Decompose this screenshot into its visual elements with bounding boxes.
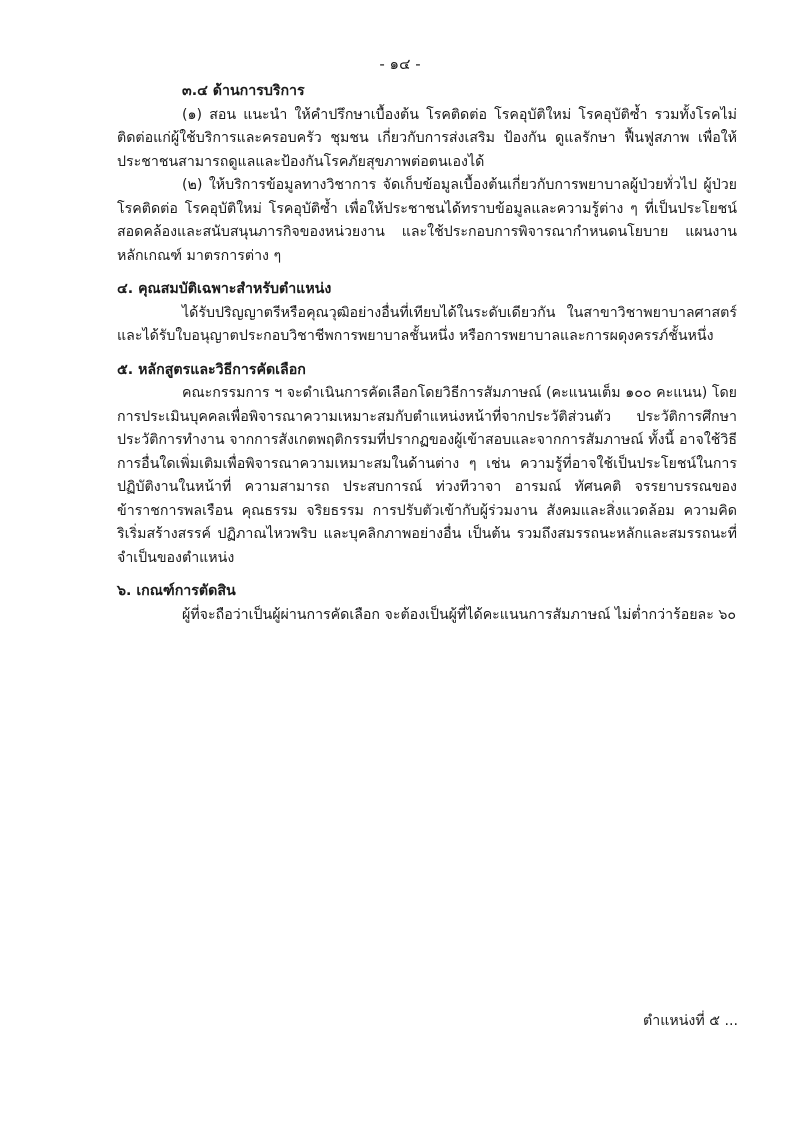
paragraph: ผู้ที่จะถือว่าเป็นผู้ผ่านการคัดเลือก จะต้องเป็นผู้ที่ได้คะแนนการสัมภาษณ์ ไม่ต่ำกว่าร้อยละ ๖๐ [182, 606, 737, 623]
document-body [117, 80, 737, 627]
section-criteria [117, 580, 737, 627]
paragraph: คณะกรรมการ ฯ จะดำเนินการคัดเลือกโดยวิธีการสัมภาษณ์ (คะแนนเต็ม ๑๐๐ คะแนน) โดยการประเมินบุคคลเพื่อพิจารณาความเหมาะสมกับตำแหน่งหน้าที่จากประวัติส่วนตัว ประวัติการศึกษา ประวัติการทำงาน จากการสังเกตพฤติกรรมที่ปรากฏของผู้เข้าสอบและจากการสัมภาษณ์ ทั้งนี้ อาจใช้วิธีการอื่นใดเพิ่มเติมเพื่อพิจารณาความเหมาะสมในด้านต่าง ๆ เช่น ความรู้ที่อาจใช้เป็นประโยชน์ในการปฏิบัติงานในหน้าที่ ความสามารถ ประสบการณ์ ท่วงทีวาจา อารมณ์ ทัศนคติ จรรยาบรรณของข้าราชการพลเรือน คุณธรรม จริยธรรม การปรับตัวเข้ากับผู้ร่วมงาน สังคมและสิ่งแวดล้อม ความคิดริเริ่มสร้างสรรค์ ปฏิภาณไหวพริบ และบุคลิกภาพอย่างอื่น เป็นต้น รวมถึงสมรรถนะหลักและสมรรถนะที่จำเป็นของตำแหน่ง [117, 385, 737, 566]
section-heading: ๕. หลักสูตรและวิธีการคัดเลือก [117, 361, 306, 378]
section-heading: ๔. คุณสมบัติเฉพาะสำหรับตำแหน่ง [117, 281, 332, 297]
section-service [117, 80, 737, 268]
continuation-note: ตำแหน่งที่ ๕ ... [643, 1013, 738, 1029]
section-heading: ๓.๔ ด้านการบริการ [182, 83, 305, 99]
section-qualifications [117, 278, 737, 349]
paragraph: (๒) ให้บริการข้อมูลทางวิชาการ จัดเก็บข้อมูลเบื้องต้นเกี่ยวกับการพยาบาลผู้ป่วยทั่วไป ผู้ป่วยโรคติดต่อ โรคอุบัติใหม่ โรคอุบัติซ้ำ เพื่อให้ประชาชนได้ทราบข้อมูลและความรู้ต่าง ๆ ที่เป็นประโยชน์ สอดคล้องและสนับสนุนภารกิจของหน่วยงาน และใช้ประกอบการพิจารณากำหนดนโยบาย แผนงาน หลักเกณฑ์ มาตรการต่าง ๆ [117, 177, 737, 264]
page-number: - ๑๔ - [379, 55, 421, 73]
section-selection [117, 359, 737, 571]
paragraph: (๑) สอน แนะนำ ให้คำปรึกษาเบื้องต้น โรคติดต่อ โรคอุบัติใหม่ โรคอุบัติซ้ำ รวมทั้งโรคไม่ติดต่อแก่ผู้ใช้บริการและครอบครัว ชุมชน เกี่ยวกับการส่งเสริม ป้องกัน ดูแลรักษา ฟื้นฟูสภาพ เพื่อให้ประชาชนสามารถดูแลและป้องกันโรคภัยสุขภาพต่อตนเองได้ [117, 106, 737, 170]
section-heading: ๖. เกณฑ์การตัดสิน [117, 583, 236, 599]
paragraph: ได้รับปริญญาตรีหรือคุณวุฒิอย่างอื่นที่เทียบได้ในระดับเดียวกัน ในสาขาวิชาพยาบาลศาสตร์ และได้รับใบอนุญาตประกอบวิชาชีพการพยาบาลชั้นหนึ่ง หรือการพยาบาลและการผดุงครรภ์ชั้นหนึ่ง [117, 304, 737, 344]
